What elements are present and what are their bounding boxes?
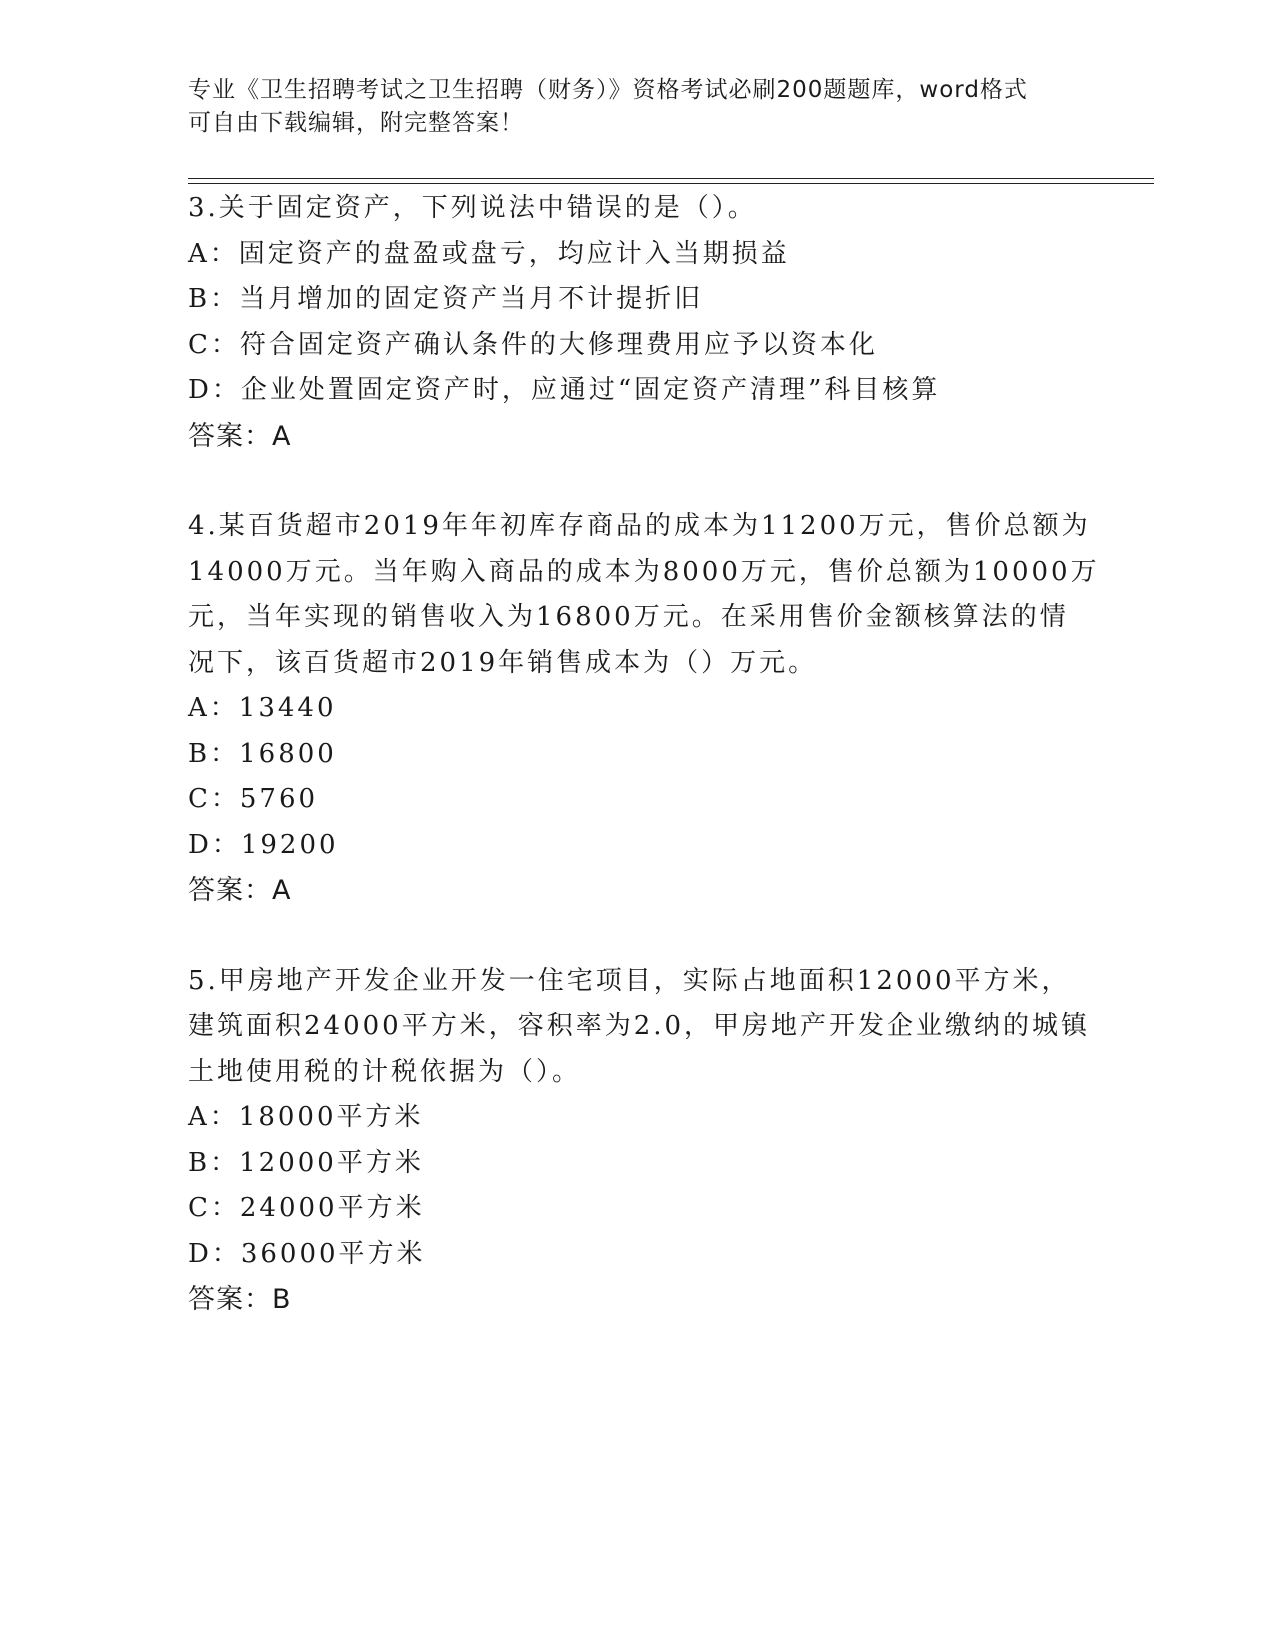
option-a: A：13440: [188, 693, 337, 723]
option-d: D：企业处置固定资产时，应通过“固定资产清理”科目核算: [188, 375, 941, 405]
question-stem: 5.甲房地产开发企业开发一住宅项目，实际占地面积12000平方米，: [188, 965, 1071, 996]
question-stem: 4.某百货超市2019年年初库存商品的成本为11200万元，售价总额为: [188, 511, 1091, 541]
header-divider-bottom: [188, 183, 1154, 184]
option-b: B：12000平方米: [188, 1147, 424, 1178]
option-c: C：24000平方米: [188, 1193, 425, 1223]
answer-label: 答案：A: [188, 420, 292, 452]
header-title-line-2: 可自由下载编辑，附完整答案！: [188, 110, 524, 136]
header-divider-top: [188, 178, 1154, 179]
question-stem: 建筑面积24000平方米，容积率为2.0，甲房地产开发企业缴纳的城镇: [188, 1011, 1091, 1041]
question-5: [188, 959, 1091, 1323]
question-stem: 土地使用税的计税依据为（）。: [188, 1056, 582, 1087]
option-a: A：18000平方米: [188, 1102, 424, 1132]
option-d: D：19200: [188, 829, 339, 860]
question-stem: 14000万元。当年购入商品的成本为8000万元，售价总额为10000万: [188, 556, 1100, 587]
document-header: [188, 74, 1068, 140]
option-d: D：36000平方米: [188, 1238, 426, 1269]
answer-label: 答案：B: [188, 1284, 292, 1315]
question-stem: 3.关于固定资产，下列说法中错误的是（）。: [188, 193, 757, 223]
answer-label: 答案：A: [188, 875, 292, 906]
option-c: C：符合固定资产确认条件的大修理费用应予以资本化: [188, 329, 878, 360]
option-b: B：当月增加的固定资产当月不计提折旧: [188, 284, 704, 314]
option-b: B：16800: [188, 738, 337, 769]
question-4: [188, 504, 1100, 914]
option-c: C：5760: [188, 784, 319, 814]
header-title-line-1: 专业《卫生招聘考试之卫生招聘（财务）》资格考试必刷200题题库，word格式: [188, 77, 1028, 103]
question-stem: 况下，该百货超市2019年销售成本为（）万元。: [188, 647, 818, 678]
question-stem: 元，当年实现的销售收入为16800万元。在采用售价金额核算法的情: [188, 602, 1069, 632]
question-list: [188, 186, 1100, 1323]
option-a: A：固定资产的盘盈或盘亏，均应计入当期损益: [188, 238, 790, 269]
question-3: [188, 186, 1088, 459]
